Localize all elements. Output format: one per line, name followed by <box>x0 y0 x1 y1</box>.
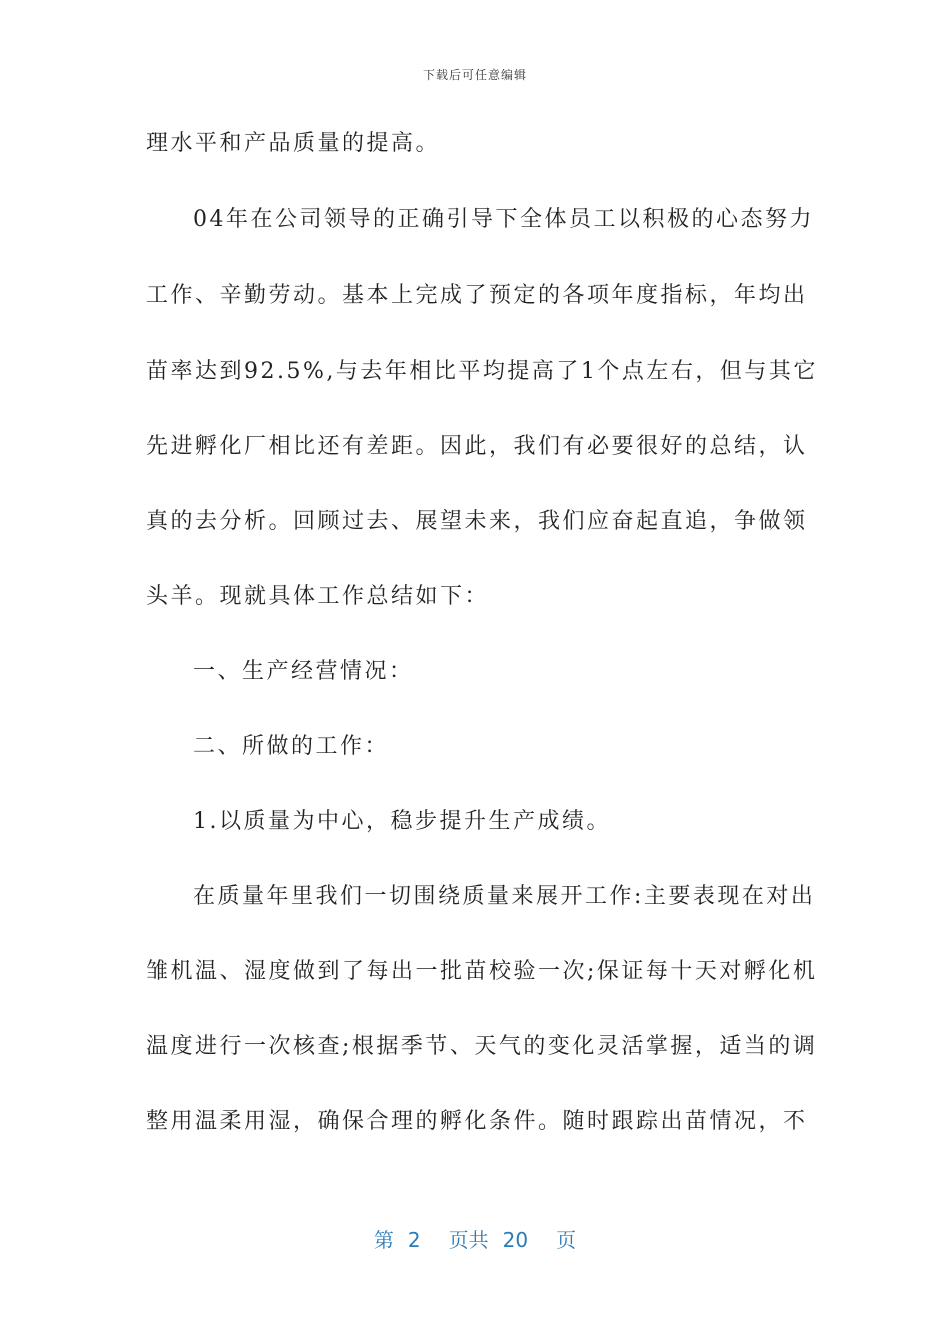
paragraph-line: 真的去分析。回顾过去、展望未来，我们应奋起直追，争做领 <box>146 509 808 534</box>
section-heading: 二、所做的工作： <box>193 734 390 759</box>
section-heading: 一、生产经营情况： <box>193 659 414 684</box>
paragraph-line: 雏机温、湿度做到了每出一批苗校验一次;保证每十天对孵化机 <box>146 959 818 984</box>
paragraph-line: 头羊。现就具体工作总结如下： <box>146 584 490 609</box>
paragraph-line: 温度进行一次核查;根据季节、天气的变化灵活掌握，适当的调 <box>146 1034 818 1059</box>
page-footer <box>0 1224 950 1253</box>
page-header: 下载后可任意编辑 <box>422 68 527 82</box>
current-page-number: 2 <box>407 1228 421 1252</box>
subsection-heading: 1.以质量为中心，稳步提升生产成绩。 <box>193 809 611 834</box>
footer-prefix: 第 <box>373 1228 394 1252</box>
paragraph-line: 04年在公司领导的正确引导下全体员工以积极的心态努力 <box>193 207 814 232</box>
paragraph-line: 先进孵化厂相比还有差距。因此，我们有必要很好的总结，认 <box>146 434 808 459</box>
footer-middle: 页共 <box>448 1228 489 1252</box>
footer-suffix: 页 <box>556 1228 577 1252</box>
paragraph-line: 在质量年里我们一切围绕质量来展开工作:主要表现在对出 <box>193 884 816 909</box>
paragraph-line: 工作、辛勤劳动。基本上完成了预定的各项年度指标，年均出 <box>146 283 808 308</box>
total-pages-number: 20 <box>502 1228 529 1252</box>
paragraph-line: 苗率达到92.5%,与去年相比平均提高了1个点左右，但与其它 <box>146 359 818 384</box>
paragraph-line: 整用温柔用湿，确保合理的孵化条件。随时跟踪出苗情况，不 <box>146 1109 808 1134</box>
paragraph-line: 理水平和产品质量的提高。 <box>146 131 441 156</box>
